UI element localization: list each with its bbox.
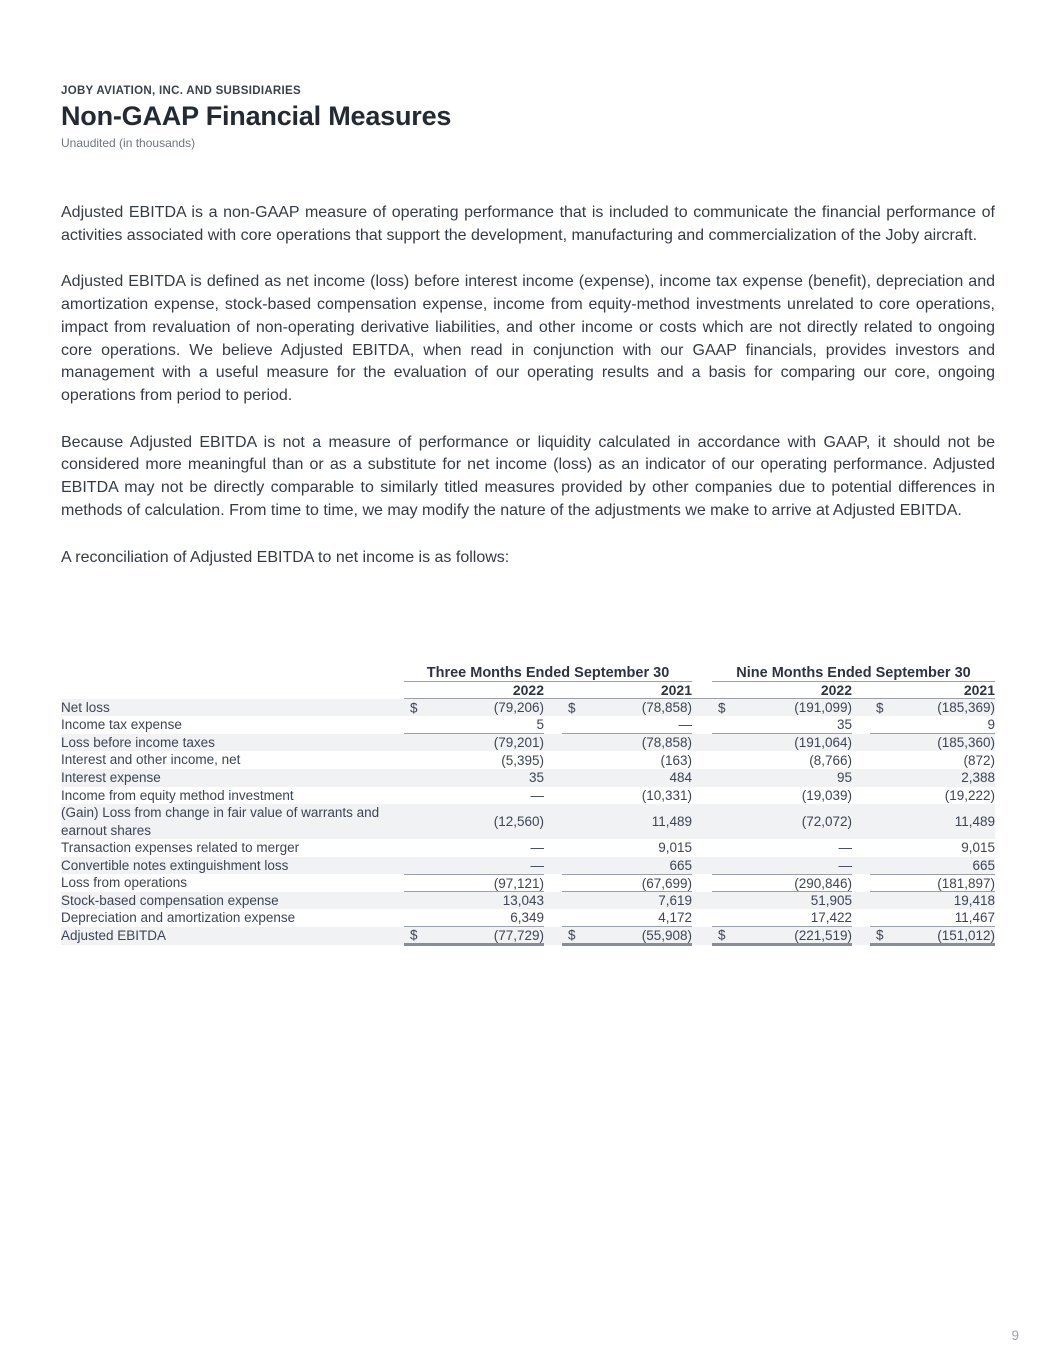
cell-value [562,909,692,927]
cell-value [404,909,544,927]
currency-symbol: $ [568,927,576,943]
column-gap [852,751,870,769]
page-title: Non-GAAP Financial Measures [61,101,452,131]
cell-amount: 11,489 [651,814,692,830]
column-gap [692,839,712,857]
cell-amount: — [838,857,852,873]
row-label: Interest expense [61,769,404,787]
column-gap [852,927,870,945]
column-gap [852,857,870,875]
cell-value [870,787,995,805]
cell-amount: 9 [987,717,995,733]
column-gap [544,927,562,945]
column-group-row [61,665,995,682]
cell-amount: — [838,840,852,856]
cell-amount: (872) [963,752,995,768]
paragraph-limitations: Because Adjusted EBITDA is not a measure of performance or liquidity calculated in accordance with GAAP, it should not be considered more meaningful than or as a substitute for net income (loss) as an indicator of our operating performance. Adjusted EBITDA may not be directly comparable to similarly titled measures provided by other companies due to potential differences in methods of calculation. From time to time, we may modify the nature of the adjustments we make to arrive at Adjusted EBITDA. [61,433,995,519]
table-row [61,804,995,839]
cell-amount: (181,897) [937,875,995,891]
cell-amount: — [678,717,692,733]
cell-value [562,857,692,875]
cell-amount: 35 [836,717,852,733]
table-row [61,874,995,892]
row-label: Loss from operations [61,875,188,891]
cell-value [562,927,692,945]
cell-value [870,892,995,910]
cell-amount: (97,121) [493,875,544,891]
cell-value [562,874,692,892]
cell-amount: 2,388 [961,770,995,786]
cell-value [562,804,692,839]
cell-value [870,716,995,734]
cell-value [870,769,995,787]
cell-value [712,751,852,769]
cell-value [712,769,852,787]
row-label: Transaction expenses related to merger [61,840,300,856]
column-gap [852,787,870,805]
cell-amount: (8,766) [809,752,852,768]
currency-symbol: $ [876,927,884,943]
row-label: Interest and other income, net [61,752,241,768]
column-gap [692,857,712,875]
year-header: 2022 [712,682,852,699]
cell-amount: (19,039) [801,787,852,803]
cell-value [404,734,544,752]
currency-symbol: $ [718,927,726,943]
cell-amount: 17,422 [810,910,852,926]
cell-amount: 13,043 [502,893,544,909]
column-gap [852,839,870,857]
table-row [61,839,995,857]
column-gap [692,734,712,752]
cell-amount: 5 [536,717,544,733]
currency-symbol: $ [876,700,884,716]
cell-amount: 665 [669,857,692,873]
row-label: Net loss [61,699,404,717]
column-gap [852,892,870,910]
table-corner-spacer [61,665,404,682]
cell-amount: (5,395) [501,752,544,768]
cell-value [870,927,995,945]
cell-amount: 9,015 [658,840,692,856]
column-gap [544,769,562,787]
cell-value [562,839,692,857]
row-label: Loss before income taxes [61,734,404,752]
cell-value [870,751,995,769]
row-label: Depreciation and amortization expense [61,910,296,926]
reconciliation-table [61,665,995,946]
cell-amount: (290,846) [794,875,852,891]
cell-value [870,734,995,752]
currency-symbol: $ [410,927,418,943]
cell-amount: (12,560) [493,814,544,830]
cell-amount: 11,467 [954,910,995,926]
cell-amount: 51,905 [810,893,852,909]
year-header: 2021 [562,682,692,699]
cell-amount: — [530,857,544,873]
column-gap [692,787,712,805]
column-gap [544,787,562,805]
column-gap [544,716,562,734]
column-gap [692,909,712,927]
table-row [61,716,995,734]
cell-amount: — [530,787,544,803]
cell-value [404,716,544,734]
column-gap [544,892,562,910]
cell-value [712,716,852,734]
cell-amount: (79,206) [493,700,544,716]
cell-value [712,699,852,717]
cell-value [562,787,692,805]
column-group-three-months: Three Months Ended September 30 [404,665,692,682]
column-group-gap [692,665,712,682]
column-gap [852,804,870,839]
cell-value [712,927,852,945]
cell-amount: (78,858) [641,700,692,716]
cell-value [404,804,544,839]
cell-amount: (163) [660,752,692,768]
column-gap [852,699,870,717]
cell-value [712,787,852,805]
cell-amount: (185,360) [937,735,995,751]
row-label: Stock-based compensation expense [61,892,404,910]
column-gap [852,734,870,752]
page-subtitle: Unaudited (in thousands) [61,136,196,150]
column-gap [692,751,712,769]
cell-value [404,874,544,892]
cell-value [404,839,544,857]
column-gap [692,682,712,699]
cell-amount: (77,729) [493,927,544,943]
column-gap [692,716,712,734]
cell-amount: (55,908) [641,927,692,943]
cell-amount: (191,099) [794,700,852,716]
cell-value [712,734,852,752]
year-header-row [61,682,995,699]
cell-amount: (221,519) [794,927,852,943]
column-gap [544,839,562,857]
column-gap [692,804,712,839]
row-label: (Gain) Loss from change in fair value of warrants and earnout shares [61,804,404,839]
cell-amount: 9,015 [961,840,995,856]
cell-value [404,892,544,910]
cell-amount: (10,331) [641,787,692,803]
table-row [61,927,995,945]
cell-value [562,769,692,787]
company-name: JOBY AVIATION, INC. AND SUBSIDIARIES [61,85,301,97]
currency-symbol: $ [410,700,418,716]
cell-amount: (72,072) [801,814,852,830]
cell-value [870,909,995,927]
cell-value [404,857,544,875]
cell-amount: 19,418 [953,893,995,909]
cell-amount: (191,064) [794,735,852,751]
table-row [61,751,995,769]
cell-value [562,751,692,769]
table-row [61,769,995,787]
column-gap [544,874,562,892]
cell-amount: (67,699) [641,875,692,891]
column-gap [692,769,712,787]
cell-amount: — [530,840,544,856]
cell-value [404,699,544,717]
cell-amount: (79,201) [493,735,544,751]
year-header: 2022 [404,682,544,699]
cell-value [712,839,852,857]
column-gap [692,699,712,717]
column-gap [544,804,562,839]
column-gap [544,857,562,875]
row-label: Adjusted EBITDA [61,927,404,945]
cell-value [404,927,544,945]
cell-amount: 6,349 [510,910,544,926]
cell-value [870,699,995,717]
cell-amount: 35 [528,770,544,786]
cell-value [562,892,692,910]
cell-amount: 7,619 [658,893,692,909]
cell-value [870,874,995,892]
cell-value [712,874,852,892]
column-gap [852,909,870,927]
table-corner-spacer [61,682,404,699]
column-gap [692,892,712,910]
cell-value [712,857,852,875]
column-gap [544,909,562,927]
cell-amount: 95 [836,770,852,786]
paragraph-definition-intro: Adjusted EBITDA is a non-GAAP measure of operating performance that is included to communicate the financial performance of activities associated with core operations that support the development, manufacturing and commercialization of the Joby aircraft. [61,204,995,244]
table-row [61,734,995,752]
column-gap [852,682,870,699]
cell-value [712,909,852,927]
paragraph-definition-detail: Adjusted EBITDA is defined as net income (loss) before interest income (expense), income tax expense (benefit), depreciation and amortization expense, stock-based compensation expense, income from equity-method investments unrelated to core operations, impact from revaluation of non-operating derivative liabilities, and other income or costs which are not directly related to ongoing core operations. We believe Adjusted EBITDA, when read in conjunction with our GAAP financials, provides investors and management with a useful measure for the evaluation of our operating results and a basis for comparing our core, ongoing operations from period to period. [61,273,995,405]
cell-value [870,804,995,839]
table-row [61,909,995,927]
cell-value [404,787,544,805]
cell-amount: 4,172 [658,910,692,926]
table-row [61,699,995,717]
cell-value [870,857,995,875]
cell-value [404,751,544,769]
cell-amount: 11,489 [954,814,995,830]
page-number: 9 [1011,1328,1019,1343]
cell-value [562,734,692,752]
column-gap [544,682,562,699]
column-gap [852,769,870,787]
cell-amount: (185,369) [937,700,995,716]
column-gap [544,751,562,769]
cell-amount: 484 [669,770,692,786]
cell-amount: (19,222) [944,787,995,803]
year-header: 2021 [870,682,995,699]
cell-value [562,699,692,717]
table-intro: A reconciliation of Adjusted EBITDA to net income is as follows: [61,548,510,566]
cell-value [562,716,692,734]
currency-symbol: $ [568,700,576,716]
column-gap [544,734,562,752]
column-group-nine-months: Nine Months Ended September 30 [712,665,995,682]
row-label: Income from equity method investment [61,787,294,803]
currency-symbol: $ [718,700,726,716]
table-row [61,787,995,805]
column-gap [692,927,712,945]
cell-value [712,804,852,839]
cell-value [712,892,852,910]
column-gap [544,699,562,717]
cell-amount: (151,012) [937,927,995,943]
row-label: Income tax expense [61,717,182,733]
cell-amount: 665 [972,857,995,873]
column-gap [692,874,712,892]
table-row [61,892,995,910]
column-gap [852,716,870,734]
cell-amount: (78,858) [641,735,692,751]
cell-value [404,769,544,787]
row-label: Convertible notes extinguishment loss [61,857,404,875]
table-row [61,857,995,875]
column-gap [852,874,870,892]
cell-value [870,839,995,857]
